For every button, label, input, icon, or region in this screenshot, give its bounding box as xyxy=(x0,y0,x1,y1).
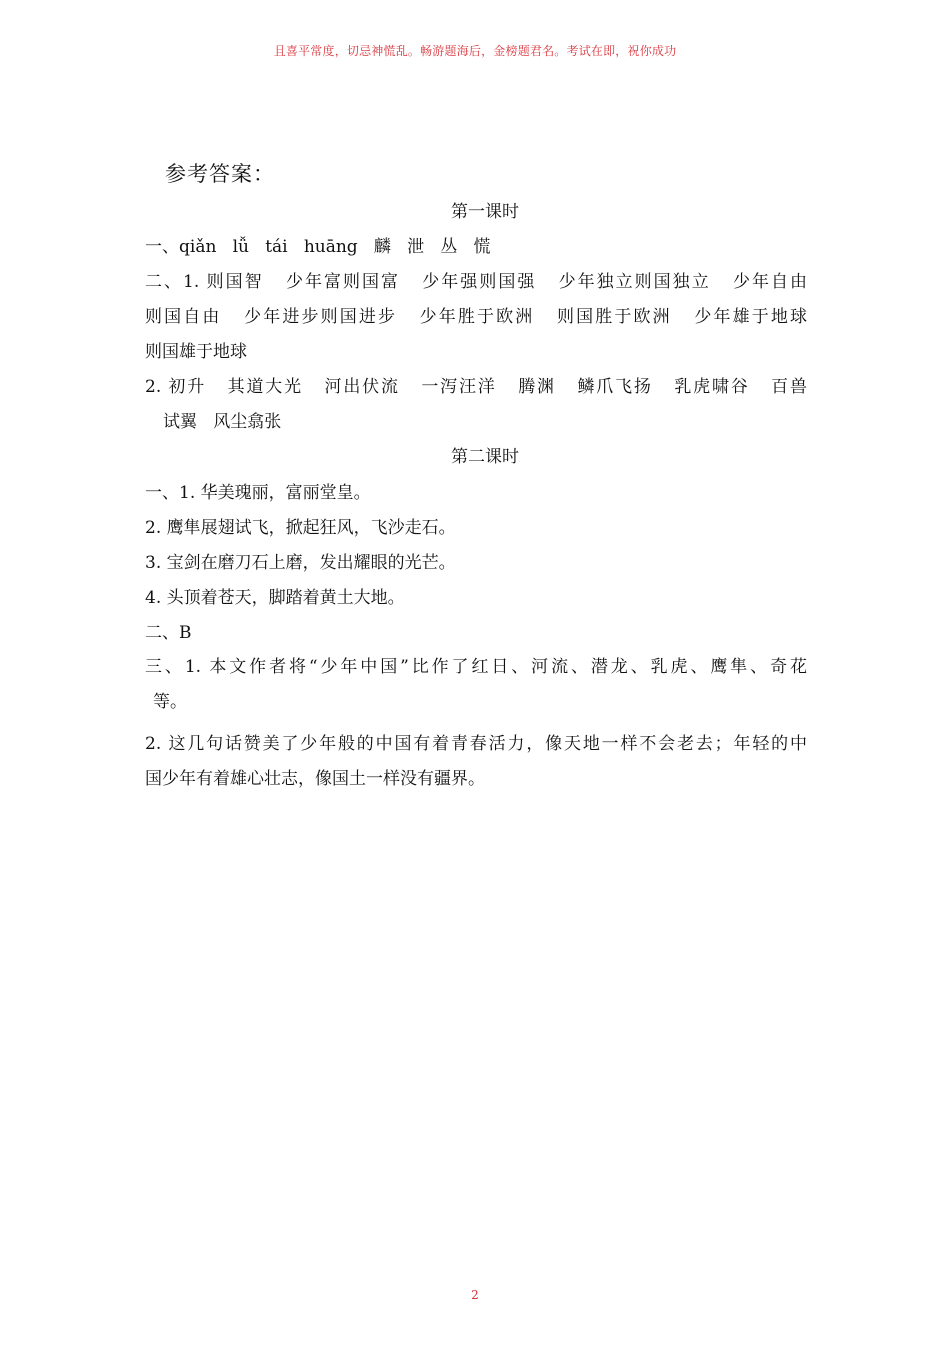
lesson-2-answer-1-3: 3. 宝剑在磨刀石上磨，发出耀眼的光芒。 xyxy=(145,553,456,573)
lesson-2-answer-3-1-line-2: 等。 xyxy=(153,692,187,712)
lesson-2-heading: 第二课时 xyxy=(451,447,519,467)
answers-title: 参考答案： xyxy=(165,162,275,186)
lesson-2-answer-3-2-line-2: 国少年有着雄心壮志，像国土一样没有疆界。 xyxy=(145,769,485,789)
lesson-2-answer-1-4: 4. 头顶着苍天，脚踏着黄土大地。 xyxy=(145,588,405,608)
lesson-2-answer-3-1-line-1: 三、1. 本文作者将“少年中国”比作了红日、河流、潜龙、乳虎、鹰隼、奇花 xyxy=(145,657,807,677)
lesson-2-answer-1-2: 2. 鹰隼展翅试飞，掀起狂风，飞沙走石。 xyxy=(145,518,456,538)
page-number: 2 xyxy=(471,1288,479,1302)
lesson-1-answer-2b-line-1: 2. 初升 其道大光 河出伏流 一泻汪洋 腾渊 鳞爪飞扬 乳虎啸谷 百兽 xyxy=(145,377,807,397)
lesson-1-heading: 第一课时 xyxy=(451,202,519,222)
lesson-1-answer-2-line-1: 二、1. 则国智 少年富则国富 少年强则国强 少年独立则国独立 少年自由 xyxy=(145,272,807,292)
lesson-1-answer-2b-line-2: 试翼 风尘翕张 xyxy=(163,412,282,432)
lesson-1-answer-1: 一、qiǎn lǚ tái huāng 麟 泄 丛 慌 xyxy=(145,237,491,257)
header-motto: 且喜平常度，切忌神慌乱。畅游题海后，金榜题君名。考试在即，祝你成功 xyxy=(273,44,677,58)
lesson-2-answer-1-1: 一、1. 华美瑰丽，富丽堂皇。 xyxy=(145,483,371,503)
lesson-2-answer-3-2-line-1: 2. 这几句话赞美了少年般的中国有着青春活力，像天地一样不会老去；年轻的中 xyxy=(145,734,807,754)
lesson-1-answer-2-line-2: 则国自由 少年进步则国进步 少年胜于欧洲 则国胜于欧洲 少年雄于地球 xyxy=(145,307,807,327)
lesson-2-answer-2: 二、B xyxy=(145,623,192,643)
lesson-1-answer-2-line-3: 则国雄于地球 xyxy=(145,342,247,362)
